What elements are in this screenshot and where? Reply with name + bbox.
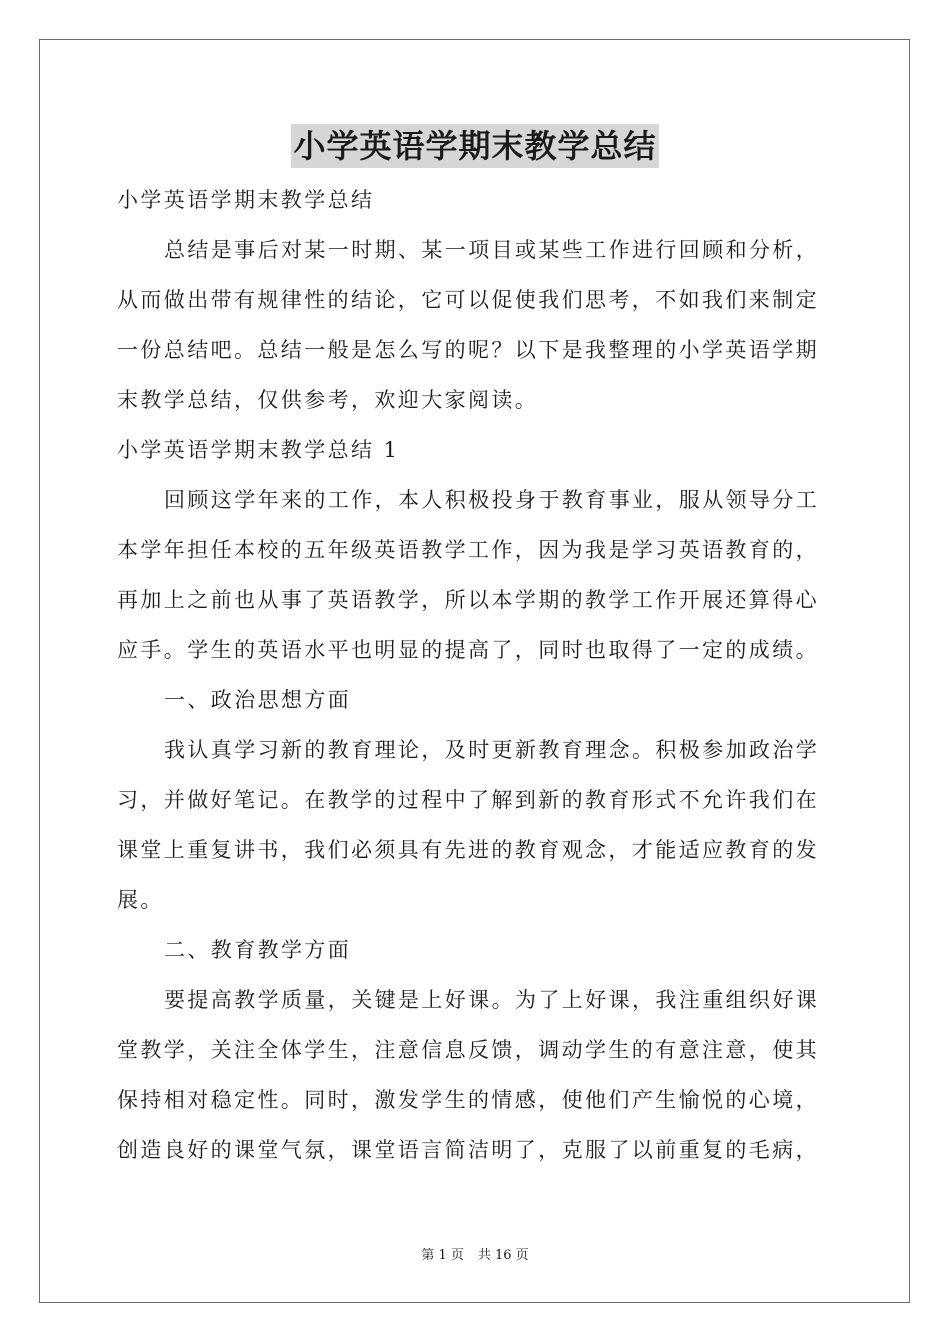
text-line: 本学年担任本校的五年级英语教学工作，因为我是学习英语教育的， [117, 538, 819, 562]
text-line: 小学英语学期末教学总结 1 [117, 438, 400, 462]
text-line: 要提高教学质量，关键是上好课。为了上好课，我注重组织好课 [164, 988, 820, 1012]
text-line: 我认真学习新的教育理论，及时更新教育理念。积极参加政治学 [164, 738, 820, 762]
title-container [0, 124, 950, 168]
text-line: 应手。学生的英语水平也明显的提高了，同时也取得了一定的成绩。 [117, 638, 819, 662]
text-line: 从而做出带有规律性的结论，它可以促使我们思考，不如我们来制定 [117, 288, 819, 312]
text-line: 一份总结吧。总结一般是怎么写的呢？以下是我整理的小学英语学期 [117, 338, 819, 362]
page-number: 第 1 页 [421, 1248, 464, 1263]
text-line: 习，并做好笔记。在教学的过程中了解到新的教育形式不允许我们在 [117, 788, 819, 812]
text-line: 保持相对稳定性。同时，激发学生的情感，使他们产生愉悦的心境， [117, 1088, 819, 1112]
text-line: 展。 [117, 888, 164, 912]
text-line: 小学英语学期末教学总结 [117, 188, 375, 212]
text-line: 堂教学，关注全体学生，注意信息反馈，调动学生的有意注意，使其 [117, 1038, 819, 1062]
text-line: 再加上之前也从事了英语教学，所以本学期的教学工作开展还算得心 [117, 588, 819, 612]
text-line: 课堂上重复讲书，我们必须具有先进的教育观念，才能适应教育的发 [117, 838, 819, 862]
text-line: 末教学总结，仅供参考，欢迎大家阅读。 [117, 388, 539, 412]
text-line: 一、政治思想方面 [164, 688, 352, 712]
text-line: 总结是事后对某一时期、某一项目或某些工作进行回顾和分析， [164, 238, 820, 262]
document-body [117, 175, 833, 1175]
page-footer [0, 1244, 950, 1263]
text-line: 创造良好的课堂气氛，课堂语言简洁明了，克服了以前重复的毛病， [117, 1138, 819, 1162]
text-line: 回顾这学年来的工作，本人积极投身于教育事业，服从领导分工 [164, 488, 820, 512]
page-total: 共 16 页 [477, 1248, 529, 1263]
document-title: 小学英语学期末教学总结 [291, 124, 658, 168]
text-line: 二、教育教学方面 [164, 938, 352, 962]
